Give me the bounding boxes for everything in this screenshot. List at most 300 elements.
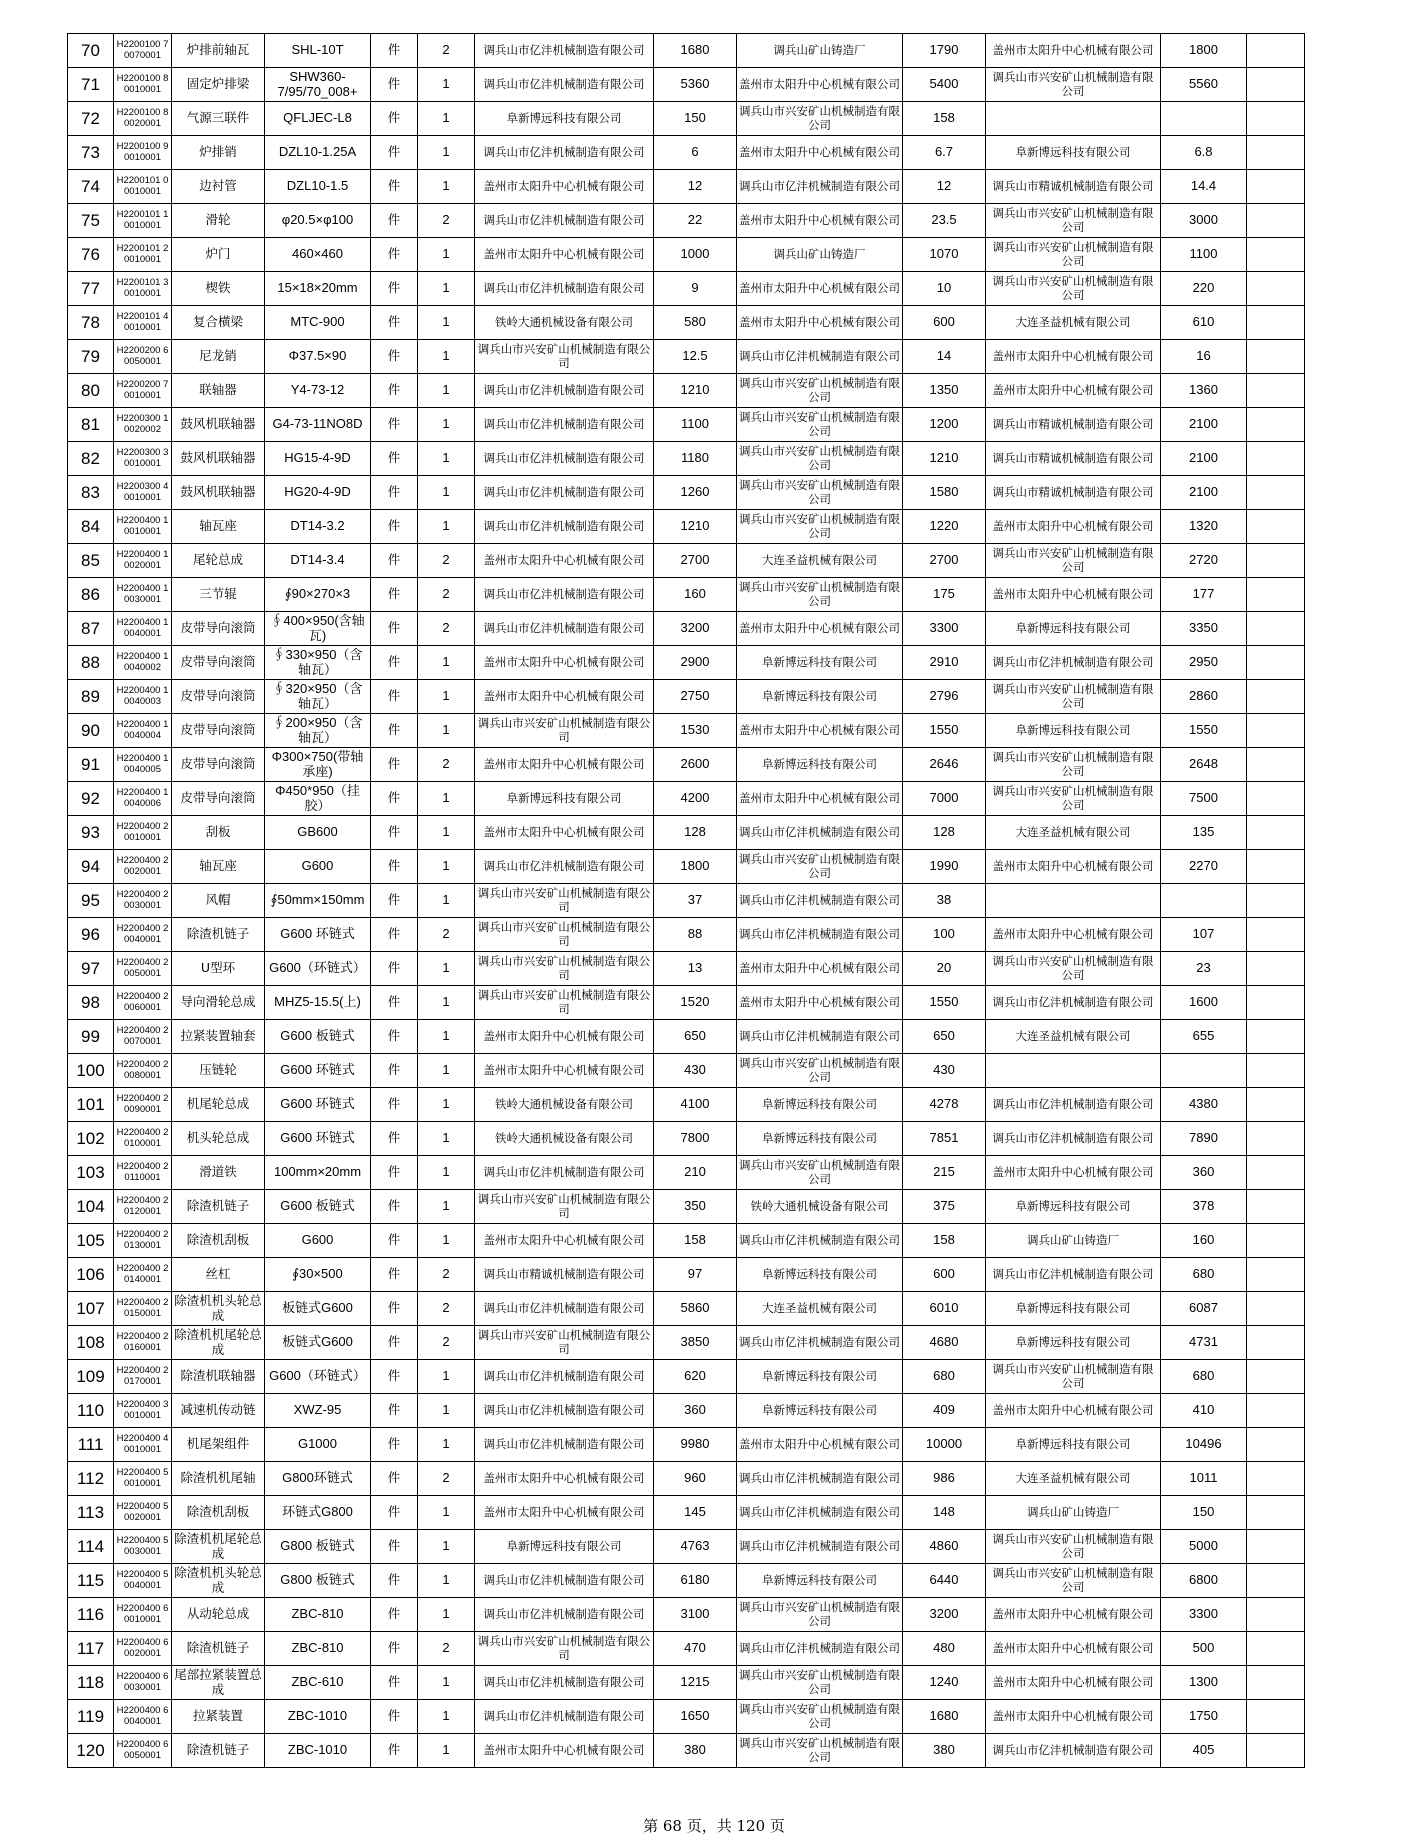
table-row — [68, 1428, 1305, 1462]
item-name: 导向滑轮总成 — [172, 986, 265, 1020]
supplier-3: 调兵山市兴安矿山机械制造有限公司 — [986, 544, 1161, 578]
supplier-2: 调兵山市兴安矿山机械制造有限公司 — [737, 476, 903, 510]
table-row — [68, 952, 1305, 986]
supplier-2: 阜新博远科技有限公司 — [737, 680, 903, 714]
price-1: 12 — [654, 170, 737, 204]
item-code: H2200400 20090001 — [114, 1088, 172, 1122]
item-spec: Φ450*950（挂胶） — [265, 782, 371, 816]
item-unit: 件 — [371, 1394, 418, 1428]
item-code: H2200400 60010001 — [114, 1598, 172, 1632]
supplier-1: 调兵山市亿沣机械制造有限公司 — [475, 476, 654, 510]
item-name: 除渣机机尾轮总成 — [172, 1530, 265, 1564]
item-spec: XWZ-95 — [265, 1394, 371, 1428]
price-2: 175 — [903, 578, 986, 612]
remarks-cell — [1247, 1156, 1305, 1190]
price-1: 4763 — [654, 1530, 737, 1564]
item-spec: G800环链式 — [265, 1462, 371, 1496]
item-qty: 2 — [418, 544, 475, 578]
item-qty: 1 — [418, 680, 475, 714]
item-code: H2200400 10020001 — [114, 544, 172, 578]
table-row — [68, 748, 1305, 782]
supplier-1: 调兵山市亿沣机械制造有限公司 — [475, 442, 654, 476]
item-unit: 件 — [371, 612, 418, 646]
item-code: H2200400 20040001 — [114, 918, 172, 952]
remarks-cell — [1247, 1020, 1305, 1054]
item-name: 除渣机机尾轮总成 — [172, 1326, 265, 1360]
item-name: U型环 — [172, 952, 265, 986]
item-unit: 件 — [371, 816, 418, 850]
item-code: H2200100 80020001 — [114, 102, 172, 136]
item-spec: DT14-3.4 — [265, 544, 371, 578]
remarks-cell — [1247, 1122, 1305, 1156]
price-1: 2750 — [654, 680, 737, 714]
item-name: 轴瓦座 — [172, 850, 265, 884]
item-unit: 件 — [371, 1190, 418, 1224]
remarks-cell — [1247, 1734, 1305, 1768]
remarks-cell — [1247, 68, 1305, 102]
price-3: 1320 — [1161, 510, 1247, 544]
item-unit: 件 — [371, 510, 418, 544]
row-number: 75 — [68, 204, 114, 238]
item-code: H2200400 20110001 — [114, 1156, 172, 1190]
item-qty: 2 — [418, 578, 475, 612]
supplier-3: 盖州市太阳升中心机械有限公司 — [986, 1156, 1161, 1190]
item-qty: 1 — [418, 68, 475, 102]
price-1: 22 — [654, 204, 737, 238]
supplier-3: 盖州市太阳升中心机械有限公司 — [986, 1632, 1161, 1666]
item-spec: HG15-4-9D — [265, 442, 371, 476]
row-number: 83 — [68, 476, 114, 510]
table-row — [68, 1360, 1305, 1394]
item-code: H2200400 60030001 — [114, 1666, 172, 1700]
supplier-3: 调兵山市兴安矿山机械制造有限公司 — [986, 1530, 1161, 1564]
row-number: 94 — [68, 850, 114, 884]
item-code: H2200300 40010001 — [114, 476, 172, 510]
row-number: 80 — [68, 374, 114, 408]
row-number: 119 — [68, 1700, 114, 1734]
price-3: 2860 — [1161, 680, 1247, 714]
price-3: 1550 — [1161, 714, 1247, 748]
table-row — [68, 578, 1305, 612]
item-qty: 2 — [418, 1258, 475, 1292]
price-2: 3300 — [903, 612, 986, 646]
remarks-cell — [1247, 1292, 1305, 1326]
item-qty: 1 — [418, 986, 475, 1020]
price-1: 1180 — [654, 442, 737, 476]
remarks-cell — [1247, 442, 1305, 476]
price-1: 1210 — [654, 510, 737, 544]
item-name: 风帽 — [172, 884, 265, 918]
item-spec: 环链式G800 — [265, 1496, 371, 1530]
item-qty: 1 — [418, 102, 475, 136]
item-code: H2200400 20080001 — [114, 1054, 172, 1088]
remarks-cell — [1247, 884, 1305, 918]
price-2: 6440 — [903, 1564, 986, 1598]
row-number: 99 — [68, 1020, 114, 1054]
price-3: 680 — [1161, 1258, 1247, 1292]
supplier-3: 盖州市太阳升中心机械有限公司 — [986, 1700, 1161, 1734]
price-3: 500 — [1161, 1632, 1247, 1666]
row-number: 88 — [68, 646, 114, 680]
price-2: 1550 — [903, 986, 986, 1020]
row-number: 104 — [68, 1190, 114, 1224]
price-1: 2600 — [654, 748, 737, 782]
item-unit: 件 — [371, 986, 418, 1020]
price-1: 470 — [654, 1632, 737, 1666]
supplier-2: 调兵山市亿沣机械制造有限公司 — [737, 1530, 903, 1564]
price-3: 1300 — [1161, 1666, 1247, 1700]
item-unit: 件 — [371, 1054, 418, 1088]
price-1: 210 — [654, 1156, 737, 1190]
supplier-2: 阜新博远科技有限公司 — [737, 1088, 903, 1122]
remarks-cell — [1247, 1428, 1305, 1462]
price-2: 6.7 — [903, 136, 986, 170]
price-2: 5400 — [903, 68, 986, 102]
price-2: 4860 — [903, 1530, 986, 1564]
price-1: 1530 — [654, 714, 737, 748]
remarks-cell — [1247, 1088, 1305, 1122]
supplier-2: 调兵山市亿沣机械制造有限公司 — [737, 1462, 903, 1496]
row-number: 73 — [68, 136, 114, 170]
price-2: 10 — [903, 272, 986, 306]
supplier-1: 调兵山市亿沣机械制造有限公司 — [475, 34, 654, 68]
item-name: 减速机传动链 — [172, 1394, 265, 1428]
supplier-2: 调兵山市兴安矿山机械制造有限公司 — [737, 578, 903, 612]
item-spec: G600 环链式 — [265, 1088, 371, 1122]
item-qty: 2 — [418, 1462, 475, 1496]
item-code: H2200101 10010001 — [114, 204, 172, 238]
item-spec: DZL10-1.25A — [265, 136, 371, 170]
table-row — [68, 1666, 1305, 1700]
item-unit: 件 — [371, 1564, 418, 1598]
supplier-3: 大连圣益机械有限公司 — [986, 306, 1161, 340]
row-number: 86 — [68, 578, 114, 612]
price-1: 430 — [654, 1054, 737, 1088]
item-unit: 件 — [371, 102, 418, 136]
remarks-cell — [1247, 1054, 1305, 1088]
row-number: 93 — [68, 816, 114, 850]
table-row — [68, 680, 1305, 714]
remarks-cell — [1247, 1632, 1305, 1666]
item-name: 从动轮总成 — [172, 1598, 265, 1632]
remarks-cell — [1247, 102, 1305, 136]
price-2: 2646 — [903, 748, 986, 782]
remarks-cell — [1247, 680, 1305, 714]
price-2: 1550 — [903, 714, 986, 748]
price-2: 4680 — [903, 1326, 986, 1360]
page-footer: 第 68 页，共 120 页 — [643, 1817, 785, 1835]
supplier-1: 盖州市太阳升中心机械有限公司 — [475, 1020, 654, 1054]
price-2: 2910 — [903, 646, 986, 680]
item-name: 除渣机链子 — [172, 918, 265, 952]
price-1: 380 — [654, 1734, 737, 1768]
supplier-2: 调兵山市兴安矿山机械制造有限公司 — [737, 408, 903, 442]
row-number: 79 — [68, 340, 114, 374]
table-row — [68, 884, 1305, 918]
item-qty: 1 — [418, 782, 475, 816]
remarks-cell — [1247, 374, 1305, 408]
table-row — [68, 204, 1305, 238]
row-number: 85 — [68, 544, 114, 578]
table-row — [68, 1190, 1305, 1224]
supplier-2: 调兵山市兴安矿山机械制造有限公司 — [737, 102, 903, 136]
item-unit: 件 — [371, 306, 418, 340]
remarks-cell — [1247, 816, 1305, 850]
price-3: 378 — [1161, 1190, 1247, 1224]
table-row — [68, 1394, 1305, 1428]
item-spec: HG20-4-9D — [265, 476, 371, 510]
supplier-1: 调兵山市兴安矿山机械制造有限公司 — [475, 952, 654, 986]
item-unit: 件 — [371, 34, 418, 68]
price-3 — [1161, 884, 1247, 918]
price-1: 5860 — [654, 1292, 737, 1326]
item-spec: φ20.5×φ100 — [265, 204, 371, 238]
item-name: 压链轮 — [172, 1054, 265, 1088]
supplier-2: 盖州市太阳升中心机械有限公司 — [737, 714, 903, 748]
price-1: 6 — [654, 136, 737, 170]
table-row — [68, 1598, 1305, 1632]
price-3: 1360 — [1161, 374, 1247, 408]
price-1: 1260 — [654, 476, 737, 510]
supplier-1: 铁岭大通机械设备有限公司 — [475, 306, 654, 340]
table-row — [68, 782, 1305, 816]
price-2: 2796 — [903, 680, 986, 714]
supplier-3: 盖州市太阳升中心机械有限公司 — [986, 340, 1161, 374]
table-row — [68, 918, 1305, 952]
item-spec: MTC-900 — [265, 306, 371, 340]
remarks-cell — [1247, 544, 1305, 578]
item-name: 皮带导向滚筒 — [172, 612, 265, 646]
table-row — [68, 1564, 1305, 1598]
item-unit: 件 — [371, 1122, 418, 1156]
supplier-2: 调兵山市兴安矿山机械制造有限公司 — [737, 1598, 903, 1632]
item-qty: 1 — [418, 340, 475, 374]
price-2: 3200 — [903, 1598, 986, 1632]
supplier-1: 铁岭大通机械设备有限公司 — [475, 1122, 654, 1156]
item-unit: 件 — [371, 238, 418, 272]
item-qty: 1 — [418, 1360, 475, 1394]
item-unit: 件 — [371, 748, 418, 782]
supplier-1: 调兵山市兴安矿山机械制造有限公司 — [475, 340, 654, 374]
supplier-3: 调兵山市兴安矿山机械制造有限公司 — [986, 238, 1161, 272]
price-1: 960 — [654, 1462, 737, 1496]
price-1: 3100 — [654, 1598, 737, 1632]
item-qty: 1 — [418, 646, 475, 680]
price-3: 220 — [1161, 272, 1247, 306]
item-code: H2200400 30010001 — [114, 1394, 172, 1428]
price-3: 1800 — [1161, 34, 1247, 68]
item-code: H2200400 20170001 — [114, 1360, 172, 1394]
supplier-2: 调兵山市亿沣机械制造有限公司 — [737, 1224, 903, 1258]
row-number: 107 — [68, 1292, 114, 1326]
item-unit: 件 — [371, 340, 418, 374]
table-row — [68, 850, 1305, 884]
item-code: H2200400 20100001 — [114, 1122, 172, 1156]
price-3: 405 — [1161, 1734, 1247, 1768]
price-3: 3000 — [1161, 204, 1247, 238]
price-2: 480 — [903, 1632, 986, 1666]
item-unit: 件 — [371, 374, 418, 408]
item-name: 轴瓦座 — [172, 510, 265, 544]
supplier-2: 盖州市太阳升中心机械有限公司 — [737, 306, 903, 340]
item-spec: ZBC-810 — [265, 1632, 371, 1666]
price-1: 5360 — [654, 68, 737, 102]
remarks-cell — [1247, 1564, 1305, 1598]
table-row — [68, 544, 1305, 578]
remarks-cell — [1247, 748, 1305, 782]
quotation-table — [67, 33, 1305, 1768]
price-3: 360 — [1161, 1156, 1247, 1190]
supplier-1: 阜新博远科技有限公司 — [475, 782, 654, 816]
price-1: 7800 — [654, 1122, 737, 1156]
price-1: 158 — [654, 1224, 737, 1258]
item-name: 除渣机刮板 — [172, 1496, 265, 1530]
item-spec: Φ37.5×90 — [265, 340, 371, 374]
price-1: 2900 — [654, 646, 737, 680]
item-spec: G600 环链式 — [265, 1054, 371, 1088]
item-name: 楔铁 — [172, 272, 265, 306]
price-3: 1600 — [1161, 986, 1247, 1020]
price-2: 600 — [903, 1258, 986, 1292]
supplier-1: 阜新博远科技有限公司 — [475, 1530, 654, 1564]
item-name: 边衬管 — [172, 170, 265, 204]
price-2: 158 — [903, 102, 986, 136]
item-unit: 件 — [371, 1462, 418, 1496]
item-spec: ZBC-1010 — [265, 1734, 371, 1768]
supplier-3: 阜新博远科技有限公司 — [986, 136, 1161, 170]
item-qty: 1 — [418, 1700, 475, 1734]
price-1: 37 — [654, 884, 737, 918]
remarks-cell — [1247, 782, 1305, 816]
remarks-cell — [1247, 238, 1305, 272]
table-row — [68, 306, 1305, 340]
item-name: 除渣机机头轮总成 — [172, 1564, 265, 1598]
supplier-2: 调兵山市兴安矿山机械制造有限公司 — [737, 1666, 903, 1700]
price-2: 215 — [903, 1156, 986, 1190]
table-row — [68, 34, 1305, 68]
row-number: 78 — [68, 306, 114, 340]
supplier-3: 调兵山市兴安矿山机械制造有限公司 — [986, 1360, 1161, 1394]
item-qty: 2 — [418, 1292, 475, 1326]
row-number: 71 — [68, 68, 114, 102]
price-3: 655 — [1161, 1020, 1247, 1054]
table-row — [68, 1734, 1305, 1768]
item-spec: G600 — [265, 1224, 371, 1258]
item-spec: ∮90×270×3 — [265, 578, 371, 612]
table-row — [68, 612, 1305, 646]
supplier-2: 调兵山市亿沣机械制造有限公司 — [737, 884, 903, 918]
price-2: 1220 — [903, 510, 986, 544]
item-unit: 件 — [371, 884, 418, 918]
supplier-3: 阜新博远科技有限公司 — [986, 1190, 1161, 1224]
price-3: 2100 — [1161, 442, 1247, 476]
price-1: 160 — [654, 578, 737, 612]
price-3: 4380 — [1161, 1088, 1247, 1122]
price-3: 3350 — [1161, 612, 1247, 646]
item-name: 联轴器 — [172, 374, 265, 408]
price-3: 6800 — [1161, 1564, 1247, 1598]
row-number: 109 — [68, 1360, 114, 1394]
item-name: 除渣机刮板 — [172, 1224, 265, 1258]
row-number: 81 — [68, 408, 114, 442]
item-spec: ∮400×950(含轴瓦) — [265, 612, 371, 646]
price-3: 150 — [1161, 1496, 1247, 1530]
item-unit: 件 — [371, 1088, 418, 1122]
row-number: 77 — [68, 272, 114, 306]
row-number: 76 — [68, 238, 114, 272]
price-1: 9 — [654, 272, 737, 306]
remarks-cell — [1247, 1326, 1305, 1360]
supplier-3: 调兵山市亿沣机械制造有限公司 — [986, 986, 1161, 1020]
remarks-cell — [1247, 612, 1305, 646]
item-name: 鼓风机联轴器 — [172, 408, 265, 442]
item-code: H2200400 60020001 — [114, 1632, 172, 1666]
supplier-3: 调兵山市兴安矿山机械制造有限公司 — [986, 748, 1161, 782]
item-qty: 1 — [418, 1156, 475, 1190]
item-spec: SHW360-7/95/70_008+ — [265, 68, 371, 102]
supplier-1: 盖州市太阳升中心机械有限公司 — [475, 1054, 654, 1088]
item-name: 尾部拉紧装置总成 — [172, 1666, 265, 1700]
item-qty: 1 — [418, 714, 475, 748]
price-3: 23 — [1161, 952, 1247, 986]
supplier-3: 大连圣益机械有限公司 — [986, 1020, 1161, 1054]
supplier-3: 阜新博远科技有限公司 — [986, 1428, 1161, 1462]
supplier-2: 调兵山矿山铸造厂 — [737, 238, 903, 272]
item-qty: 1 — [418, 510, 475, 544]
price-1: 1100 — [654, 408, 737, 442]
price-2: 375 — [903, 1190, 986, 1224]
supplier-2: 调兵山市亿沣机械制造有限公司 — [737, 816, 903, 850]
supplier-2: 调兵山市兴安矿山机械制造有限公司 — [737, 1734, 903, 1768]
supplier-2: 盖州市太阳升中心机械有限公司 — [737, 612, 903, 646]
price-3: 680 — [1161, 1360, 1247, 1394]
supplier-1: 盖州市太阳升中心机械有限公司 — [475, 1224, 654, 1258]
price-2: 2700 — [903, 544, 986, 578]
supplier-1: 盖州市太阳升中心机械有限公司 — [475, 680, 654, 714]
item-name: 滑轮 — [172, 204, 265, 238]
remarks-cell — [1247, 204, 1305, 238]
item-code: H2200400 60040001 — [114, 1700, 172, 1734]
row-number: 87 — [68, 612, 114, 646]
row-number: 72 — [68, 102, 114, 136]
price-3: 2950 — [1161, 646, 1247, 680]
price-1: 150 — [654, 102, 737, 136]
item-code: H2200400 10040001 — [114, 612, 172, 646]
supplier-2: 大连圣益机械有限公司 — [737, 544, 903, 578]
supplier-1: 调兵山市亿沣机械制造有限公司 — [475, 1598, 654, 1632]
price-3: 5560 — [1161, 68, 1247, 102]
supplier-1: 调兵山市亿沣机械制造有限公司 — [475, 1394, 654, 1428]
table-row — [68, 238, 1305, 272]
price-1: 350 — [654, 1190, 737, 1224]
supplier-1: 调兵山市精诚机械制造有限公司 — [475, 1258, 654, 1292]
row-number: 84 — [68, 510, 114, 544]
price-3: 2720 — [1161, 544, 1247, 578]
supplier-3: 调兵山市兴安矿山机械制造有限公司 — [986, 782, 1161, 816]
price-3: 2270 — [1161, 850, 1247, 884]
price-1: 1520 — [654, 986, 737, 1020]
item-code: H2200100 90010001 — [114, 136, 172, 170]
item-qty: 2 — [418, 612, 475, 646]
item-code: H2200100 70070001 — [114, 34, 172, 68]
price-3: 10496 — [1161, 1428, 1247, 1462]
row-number: 114 — [68, 1530, 114, 1564]
price-1: 128 — [654, 816, 737, 850]
table-row — [68, 1530, 1305, 1564]
supplier-1: 调兵山市亿沣机械制造有限公司 — [475, 1292, 654, 1326]
item-qty: 1 — [418, 952, 475, 986]
item-code: H2200101 20010001 — [114, 238, 172, 272]
